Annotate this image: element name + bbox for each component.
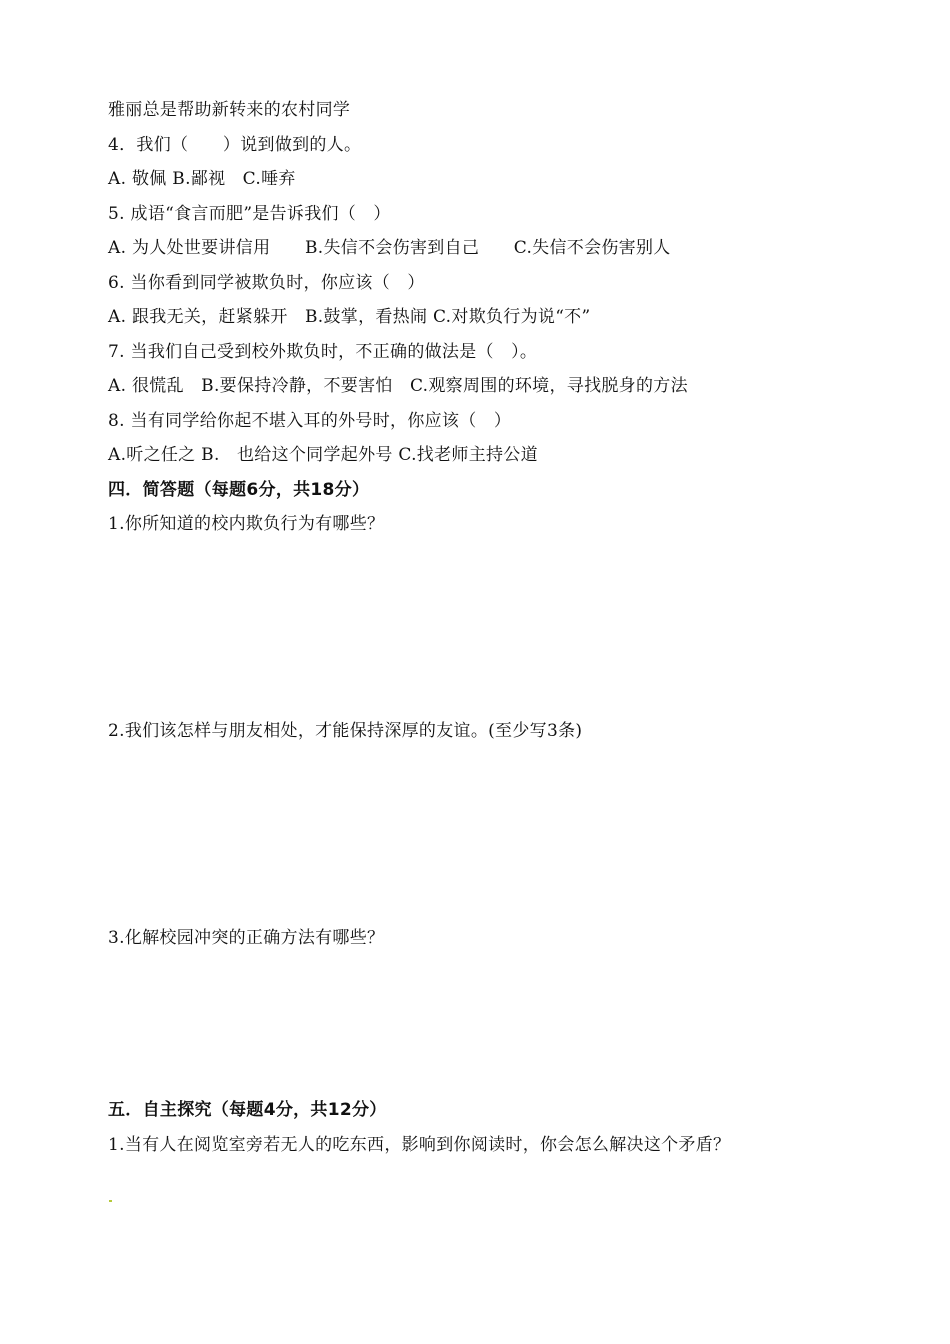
question-8-options: A.听之任之 B. 也给这个同学起外号 C.找老师主持公道 [108, 445, 538, 465]
question-6-options: A. 跟我无关，赶紧躲开 B.鼓掌，看热闹 C.对欺负行为说“不” [108, 307, 591, 327]
question-8: 8. 当有同学给你起不堪入耳的外号时，你应该（ ） [108, 411, 512, 431]
section-4-question-3: 3.化解校园冲突的正确方法有哪些？ [108, 928, 385, 948]
question-7: 7. 当我们自己受到校外欺负时，不正确的做法是（ ）。 [108, 342, 538, 362]
section-5-question-1: 1.当有人在阅览室旁若无人的吃东西，影响到你阅读时，你会怎么解决这个矛盾？ [108, 1135, 731, 1155]
section-4-heading: 四．简答题（每题6分，共18分） [108, 480, 370, 500]
section-4-question-1: 1.你所知道的校内欺负行为有哪些？ [108, 514, 385, 534]
question-7-options: A. 很慌乱 B.要保持冷静，不要害怕 C.观察周围的环境，寻找脱身的方法 [108, 376, 688, 396]
section-4-question-2: 2.我们该怎样与朋友相处，才能保持深厚的友谊。(至少写3条) [108, 721, 583, 741]
text-line-continuation: 雅丽总是帮助新转来的农村同学 [108, 100, 351, 120]
question-6: 6. 当你看到同学被欺负时，你应该（ ） [108, 273, 425, 293]
question-5: 5. 成语“食言而肥”是告诉我们（ ） [108, 204, 391, 224]
section-5-heading: 五．自主探究（每题4分，共12分） [108, 1100, 387, 1120]
question-4: 4．我们（ ）说到做到的人。 [108, 135, 362, 155]
ink-speck [109, 1200, 112, 1202]
question-5-options: A. 为人处世要讲信用 B.失信不会伤害到自己 C.失信不会伤害别人 [108, 238, 671, 258]
question-4-options: A. 敬佩 B.鄙视 C.唾弃 [108, 169, 296, 189]
